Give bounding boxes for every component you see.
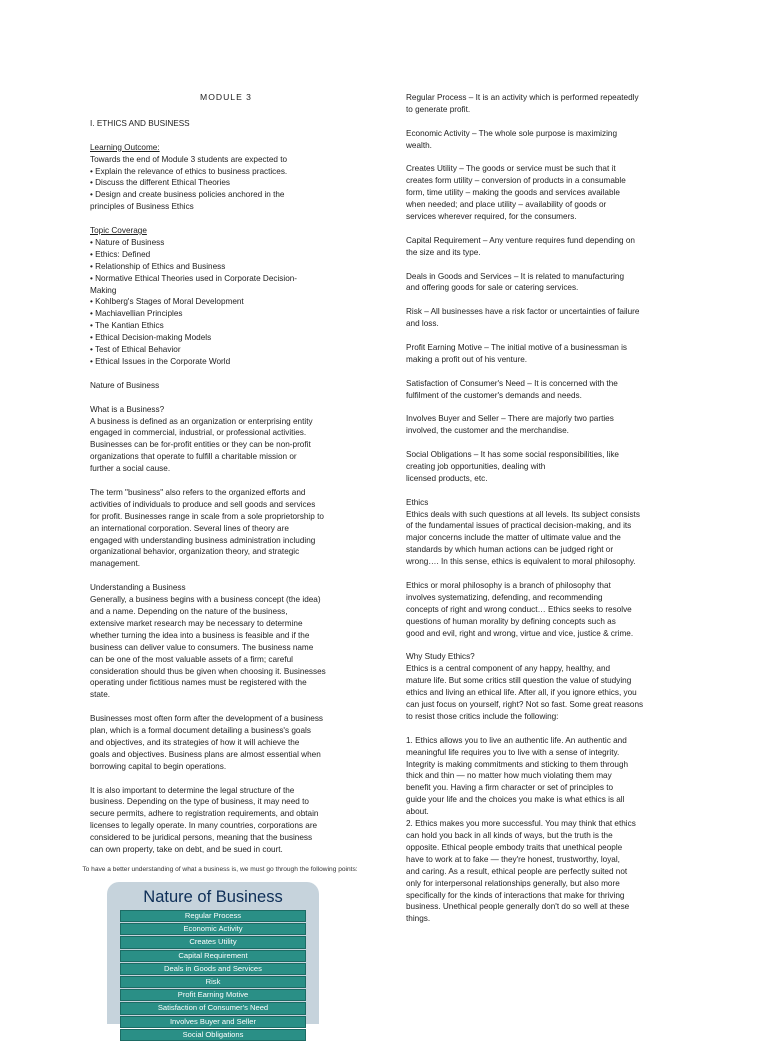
what-heading: What is a Business?: [90, 404, 165, 414]
text-line: • Explain the relevance of ethics to business practices.: [90, 166, 288, 176]
text-line: • The Kantian Ethics: [90, 321, 164, 331]
text-line: management.: [90, 559, 141, 569]
text-line: standards by which human actions can be judged right or: [406, 545, 614, 555]
text-line: the size and its type.: [406, 247, 481, 257]
module-title: MODULE 3: [200, 92, 252, 102]
text-line: Satisfaction of Consumer's Need – It is concerned with the: [406, 378, 618, 388]
figure-item-list: [120, 910, 306, 1041]
text-line: and offering goods for sale or catering services.: [406, 283, 579, 293]
text-line: Economic Activity – The whole sole purpose is maximizing: [406, 128, 617, 138]
capital-requirement-paragraph: [406, 235, 678, 259]
figure-item: Economic Activity: [120, 923, 306, 935]
text-line: plan, which is a formal document detailing a business's goals: [90, 726, 311, 736]
text-line: considered to be juridical persons, meaning that the business: [90, 833, 313, 843]
paragraph-3: [90, 594, 362, 701]
text-line: things.: [406, 914, 431, 924]
text-line: organizations that operate to fulfill a charitable mission or: [90, 452, 297, 462]
text-line: Integrity is making commitments and sticking to them through: [406, 759, 629, 769]
text-line: form, time utility – making the goods and services available: [406, 188, 620, 198]
text-line: • Ethical Decision-making Models: [90, 333, 212, 343]
text-line: fulfilment of the customer's demands and needs.: [406, 390, 582, 400]
reasons-paragraph: [406, 735, 678, 926]
text-line: can just focus on yourself, right? Not so fast. Some great reasons: [406, 700, 644, 710]
why-paragraph: [406, 663, 678, 723]
creates-utility-paragraph: [406, 163, 678, 223]
text-line: about.: [406, 807, 429, 817]
text-line: of the fundamental issues of practical decision-making, and its: [406, 521, 632, 531]
text-line: secure permits, adhere to registration requirements, and obtain: [90, 809, 319, 819]
learning-outcome: [90, 142, 362, 213]
text-line: 1. Ethics allows you to live an authentic life. An authentic and: [406, 735, 627, 745]
consumer-need-paragraph: [406, 378, 678, 402]
text-line: whether turning the idea into a business is feasible and if the: [90, 630, 310, 640]
text-line: Profit Earning Motive – The initial motive of a businessman is: [406, 342, 628, 352]
economic-activity-paragraph: [406, 128, 678, 152]
topic-coverage: [90, 225, 362, 368]
text-line: consideration should thus be given when choosing it. Businesses: [90, 666, 326, 676]
text-line: Ethics or moral philosophy is a branch of philosophy that: [406, 580, 611, 590]
paragraph-2: [90, 487, 362, 570]
figure-item: Profit Earning Motive: [120, 989, 306, 1001]
text-line: Generally, a business begins with a business concept (the idea): [90, 595, 321, 605]
text-line: licensed products, etc.: [406, 473, 488, 483]
text-line: • Test of Ethical Behavior: [90, 345, 181, 355]
text-line: to resist those critics include the following:: [406, 711, 559, 721]
text-line: meaningful life requires you to live with a sense of integrity.: [406, 747, 620, 757]
text-line: involved, the customer and the merchandise.: [406, 426, 569, 436]
text-line: opposite. Ethical people embody traits that unethical people: [406, 842, 623, 852]
text-line: • Design and create business policies anchored in the: [90, 190, 285, 200]
text-line: have to work at to fake — they're honest, trustworthy, loyal,: [406, 854, 620, 864]
understanding-business: [90, 582, 362, 701]
buyer-seller-paragraph: [406, 413, 678, 437]
what-is-business: [90, 404, 362, 475]
text-line: Ethics deals with such questions at all levels. Its subject consists: [406, 509, 640, 519]
text-line: good and evil, right and wrong, virtue and vice, justice & crime.: [406, 628, 634, 638]
figure-item: Social Obligations: [120, 1029, 306, 1041]
text-line: Social Obligations – It has some social responsibilities, like: [406, 450, 619, 460]
text-line: thick and thin — no matter how much violating them may: [406, 771, 612, 781]
risk-paragraph: [406, 306, 678, 330]
text-line: guide your life and the choices you make is what ethics is all: [406, 795, 625, 805]
text-line: ethics and living an ethical life. After all, if you ignore ethics, you: [406, 688, 637, 698]
text-line: Involves Buyer and Seller – There are majorly two parties: [406, 414, 614, 424]
ethics-paragraph: [406, 509, 678, 569]
ethics-section: [406, 497, 678, 568]
text-line: when needed; and place utility – availability of goods or: [406, 200, 607, 210]
figure-item: Risk: [120, 976, 306, 988]
text-line: an international corporation. Several lines of theory are: [90, 523, 289, 533]
text-line: can hold you back in all kinds of ways, but the truth is the: [406, 830, 613, 840]
paragraph-4: [90, 713, 362, 773]
text-line: • Kohlberg's Stages of Moral Development: [90, 297, 244, 307]
text-line: for profit. Businesses range in scale from a sole proprietorship to: [90, 511, 324, 521]
profit-motive-paragraph: [406, 342, 678, 366]
text-line: Regular Process – It is an activity which is performed repeatedly: [406, 93, 639, 102]
text-line: principles of Business Ethics: [90, 202, 194, 212]
text-line: only for interpersonal relationships generally, but also more: [406, 878, 620, 888]
why-study-section: [406, 651, 678, 722]
text-line: activities of individuals to produce and sell goods and services: [90, 499, 316, 509]
paragraph-1: [90, 416, 362, 476]
social-obligations-paragraph: [406, 449, 678, 485]
text-line: wealth.: [406, 140, 432, 150]
text-line: Making: [90, 285, 117, 295]
text-line: Businesses most often form after the development of a business: [90, 714, 324, 724]
ethics-heading: Ethics: [406, 497, 429, 507]
figure-item: Deals in Goods and Services: [120, 963, 306, 975]
figure-caption: To have a better understanding of what a business is, we must go through the following points:: [82, 866, 358, 873]
text-line: Ethics is a central component of any happy, healthy, and: [406, 664, 611, 674]
text-line: can be one of the most valuable assets of a firm; careful: [90, 654, 293, 664]
figure-item: Capital Requirement: [120, 950, 306, 962]
text-line: Deals in Goods and Services – It is related to manufacturing: [406, 271, 624, 281]
text-line: concepts of right and wrong conduct… Ethics seeks to resolve: [406, 604, 632, 614]
text-line: • Machiavellian Principles: [90, 309, 183, 319]
learning-outcome-lines: [90, 154, 362, 214]
right-column: [406, 92, 678, 937]
text-line: can own property, take on debt, and be sued in court.: [90, 845, 283, 855]
text-line: specifically for the kinds of interactions that make for thriving: [406, 890, 625, 900]
text-line: engaged with understanding business administration including: [90, 535, 316, 545]
text-line: wrong…. In this sense, ethics is equivalent to moral philosophy.: [406, 557, 636, 567]
text-line: and loss.: [406, 319, 439, 329]
text-line: involves systematizing, defending, and recommending: [406, 592, 603, 602]
text-line: benefit you. Having a firm character or set of principles to: [406, 783, 614, 793]
text-line: borrowing capital to begin operations.: [90, 761, 227, 771]
text-line: engaged in commercial, industrial, or professional activities.: [90, 428, 307, 438]
text-line: 2. Ethics makes you more successful. You may think that ethics: [406, 819, 636, 829]
nature-of-business-figure: [107, 882, 319, 1039]
topic-lines: [90, 237, 362, 368]
text-line: extensive market research may be necessary to determine: [90, 618, 303, 628]
left-column: [90, 92, 362, 868]
understanding-heading: Understanding a Business: [90, 583, 186, 593]
figure-item: Creates Utility: [120, 936, 306, 948]
regular-process-paragraph: [406, 92, 678, 116]
text-line: It is also important to determine the legal structure of the: [90, 785, 295, 795]
text-line: The term "business" also refers to the organized efforts and: [90, 487, 306, 497]
text-line: • Ethical Issues in the Corporate World: [90, 357, 231, 366]
text-line: services wherever required, for the consumers.: [406, 212, 577, 222]
paragraph-5: [90, 785, 362, 856]
figure-item: Satisfaction of Consumer's Need: [120, 1002, 306, 1014]
text-line: • Normative Ethical Theories used in Corporate Decision-: [90, 273, 298, 283]
text-line: Capital Requirement – Any venture requires fund depending on: [406, 235, 635, 245]
text-line: business can deliver value to consumers. The business name: [90, 642, 314, 652]
why-heading: Why Study Ethics?: [406, 652, 475, 662]
topic-coverage-label: Topic Coverage: [90, 226, 147, 236]
text-line: mature life. But some critics still question the value of studying: [406, 676, 632, 686]
text-line: business. Depending on the type of business, it may need to: [90, 797, 309, 807]
text-line: Creates Utility – The goods or service must be such that it: [406, 164, 616, 174]
text-line: and a name. Depending on the nature of the business,: [90, 606, 288, 616]
figure-item: Involves Buyer and Seller: [120, 1016, 306, 1028]
text-line: • Nature of Business: [90, 237, 165, 247]
nature-heading: Nature of Business: [90, 380, 160, 390]
section-heading: I. ETHICS AND BUSINESS: [90, 118, 190, 128]
text-line: creates form utility – conversion of products in a consumable: [406, 176, 626, 186]
text-line: making a profit out of his venture.: [406, 354, 528, 364]
text-line: • Ethics: Defined: [90, 249, 151, 259]
text-line: A business is defined as an organization or enterprising entity: [90, 416, 313, 426]
text-line: and caring. As a result, ethical people are perfectly suited not: [406, 866, 628, 876]
text-line: to generate profit.: [406, 104, 471, 114]
text-line: • Relationship of Ethics and Business: [90, 261, 226, 271]
deals-goods-paragraph: [406, 271, 678, 295]
text-line: operating under fictitious names must be registered with the: [90, 678, 307, 688]
text-line: • Discuss the different Ethical Theories: [90, 178, 230, 188]
moral-philosophy-paragraph: [406, 580, 678, 640]
text-line: state.: [90, 690, 111, 700]
figure-title: Nature of Business: [143, 888, 283, 906]
text-line: creating job opportunities, dealing with: [406, 461, 546, 471]
text-line: and objectives, and its strategies of how it will achieve the: [90, 737, 300, 747]
text-line: Businesses can be for-profit entities or they can be non-profit: [90, 440, 311, 450]
text-line: questions of human morality by defining concepts such as: [406, 616, 616, 626]
text-line: major concerns include the matter of ultimate value and the: [406, 533, 621, 543]
text-line: organizational behavior, organization theory, and strategic: [90, 547, 300, 557]
figure-item: Regular Process: [120, 910, 306, 922]
text-line: goals and objectives. Business plans are almost essential when: [90, 749, 321, 759]
learning-outcome-label: Learning Outcome:: [90, 142, 160, 152]
text-line: Towards the end of Module 3 students are expected to: [90, 154, 288, 164]
text-line: Risk – All businesses have a risk factor or uncertainties of failure: [406, 307, 640, 317]
text-line: business. Unethical people generally don't do so well at these: [406, 902, 630, 912]
text-line: licenses to legally operate. In many countries, corporations are: [90, 821, 318, 831]
text-line: further a social cause.: [90, 464, 171, 474]
